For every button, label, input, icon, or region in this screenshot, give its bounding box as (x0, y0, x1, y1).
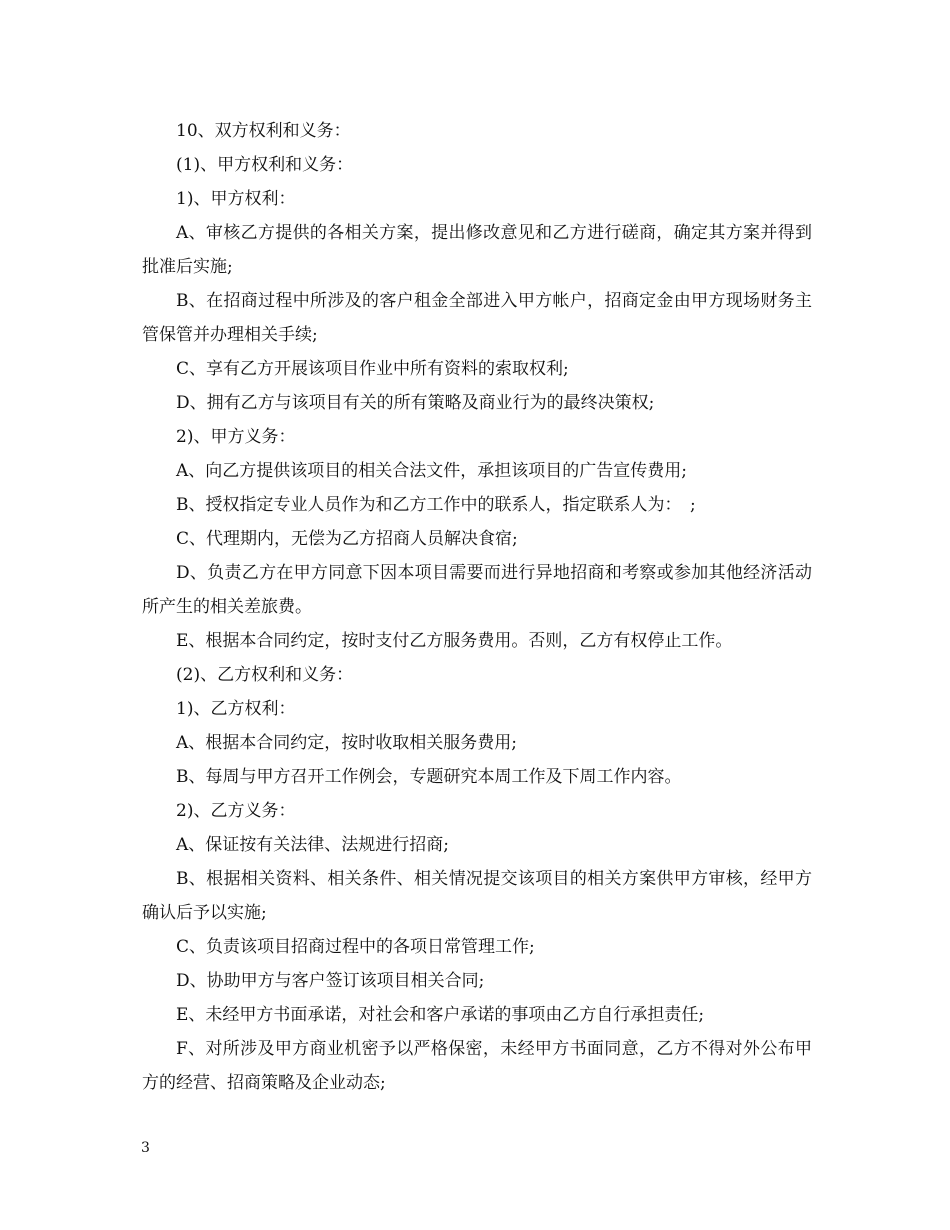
page-number: 3 (141, 1140, 150, 1156)
paragraph-party-a-heading: (1)、甲方权利和义务： (176, 155, 354, 175)
paragraph-party-b-heading: (2)、乙方权利和义务： (176, 665, 354, 685)
paragraph-party-b-obligation-d: D、协助甲方与客户签订该项目相关合同; (176, 971, 485, 991)
paragraph-party-a-right-b: B、在招商过程中所涉及的客户租金全部进入甲方帐户，招商定金由甲方现场财务主管保管并办理相关手续; (142, 291, 812, 345)
paragraph-party-b-obligation-a: A、保证按有关法律、法规进行招商; (176, 835, 450, 855)
paragraph-party-b-obligation-b: B、根据相关资料、相关条件、相关情况提交该项目的相关方案供甲方审核，经甲方确认后予以实施; (142, 869, 812, 923)
paragraph-party-a-right-c: C、享有乙方开展该项目作业中所有资料的索取权利; (176, 359, 569, 379)
paragraph-party-b-obligation-f: F、对所涉及甲方商业机密予以严格保密，未经甲方书面同意，乙方不得对外公布甲方的经营、招商策略及企业动态; (142, 1039, 812, 1093)
paragraph-party-b-obligation-e: E、未经甲方书面承诺，对社会和客户承诺的事项由乙方自行承担责任; (176, 1005, 705, 1025)
paragraph-party-b-right-a: A、根据本合同约定，按时收取相关服务费用; (176, 733, 518, 753)
paragraph-party-a-rights-heading: 1)、甲方权利： (176, 189, 296, 209)
paragraph-party-b-rights-heading: 1)、乙方权利： (176, 699, 296, 719)
paragraph-party-a-obligation-b: B、授权指定专业人员作为和乙方工作中的联系人，指定联系人为： ; (176, 495, 696, 515)
paragraph-section-10-heading: 10、双方权利和义务： (176, 121, 351, 141)
paragraph-party-b-obligations-heading: 2)、乙方义务： (176, 801, 296, 821)
paragraph-party-b-right-b: B、每周与甲方召开工作例会，专题研究本周工作及下周工作内容。 (176, 767, 682, 787)
paragraph-party-a-obligation-a: A、向乙方提供该项目的相关合法文件，承担该项目的广告宣传费用; (176, 461, 688, 481)
paragraph-party-a-obligations-heading: 2)、甲方义务： (176, 427, 296, 447)
paragraph-party-a-obligation-d: D、负责乙方在甲方同意下因本项目需要而进行异地招商和考察或参加其他经济活动所产生的相关差旅费。 (142, 563, 812, 617)
paragraph-party-a-right-d: D、拥有乙方与该项目有关的所有策略及商业行为的最终决策权; (176, 393, 655, 413)
paragraph-party-a-right-a: A、审核乙方提供的各相关方案，提出修改意见和乙方进行磋商，确定其方案并得到批准后实施; (142, 223, 812, 277)
paragraph-party-a-obligation-e: E、根据本合同约定，按时支付乙方服务费用。否则，乙方有权停止工作。 (176, 631, 733, 651)
document-body (142, 114, 812, 1100)
paragraph-party-a-obligation-c: C、代理期内，无偿为乙方招商人员解决食宿; (176, 529, 518, 549)
paragraph-party-b-obligation-c: C、负责该项目招商过程中的各项日常管理工作; (176, 937, 535, 957)
